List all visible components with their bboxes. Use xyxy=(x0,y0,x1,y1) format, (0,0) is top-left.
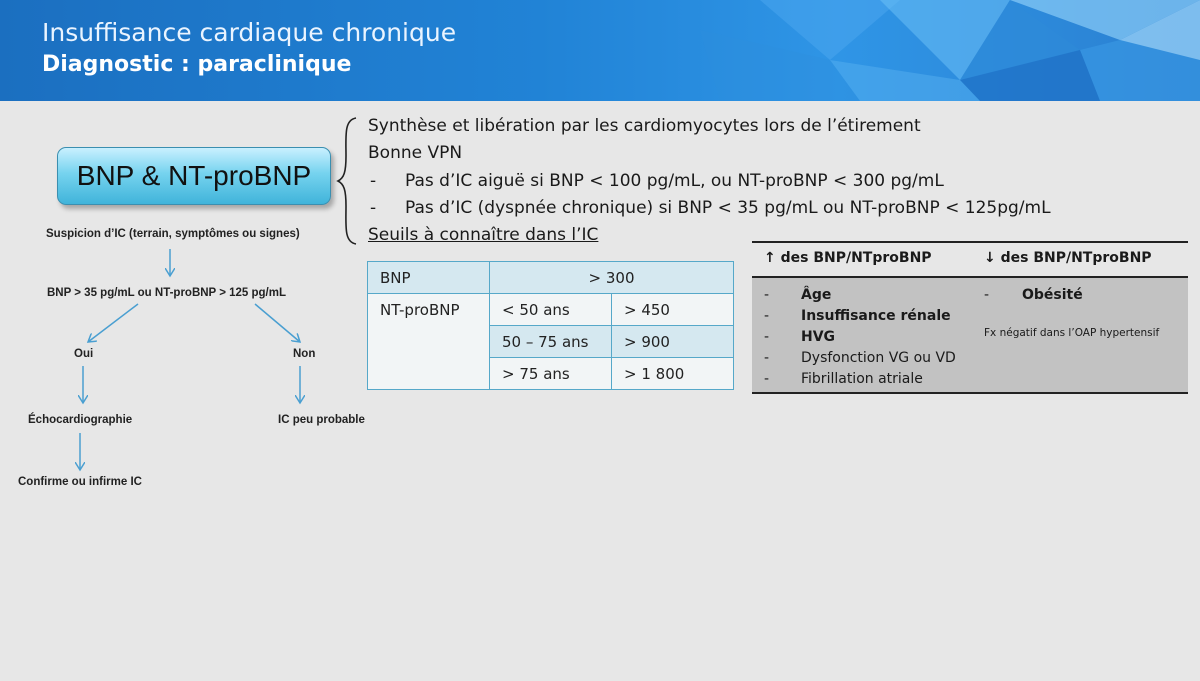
flow-final: Confirme ou infirme IC xyxy=(18,476,142,488)
age-cell: < 50 ans xyxy=(490,294,612,326)
list-marker: - xyxy=(764,329,770,345)
point-acute: Pas d’IC aiguë si BNP < 100 pg/mL, ou NT-proBNP < 300 pg/mL xyxy=(405,171,944,191)
thresholds-heading: Seuils à connaître dans l’IC xyxy=(368,225,599,245)
decrease-header: ↓ des BNP/NTproBNP xyxy=(984,250,1152,266)
list-marker: - xyxy=(764,350,770,366)
list-marker: - xyxy=(764,371,770,387)
list-marker: - xyxy=(764,287,770,303)
list-item: Dysfonction VG ou VD xyxy=(801,350,956,366)
factors-panel xyxy=(752,241,1188,394)
increase-header: ↑ des BNP/NTproBNP xyxy=(764,250,932,266)
list-marker: - xyxy=(984,287,990,303)
slide-subtitle: Diagnostic : paraclinique xyxy=(42,52,352,77)
list-item: HVG xyxy=(801,329,836,345)
flow-no: Non xyxy=(293,348,316,360)
bnp-label-cell: BNP xyxy=(368,262,490,294)
list-item: Obésité xyxy=(1022,287,1083,303)
value-cell: > 1 800 xyxy=(612,358,734,390)
flow-yes: Oui xyxy=(74,348,94,360)
arrow-criterion-to-yes xyxy=(88,304,138,342)
value-cell: > 900 xyxy=(612,326,734,358)
divider xyxy=(752,241,1188,243)
bullet-marker-1: - xyxy=(370,171,377,191)
point-synthesis: Synthèse et libération par les cardiomyocytes lors de l’étirement xyxy=(368,116,921,136)
divider xyxy=(752,276,1188,278)
point-vpn: Bonne VPN xyxy=(368,143,463,163)
flow-unlikely: IC peu probable xyxy=(278,414,365,426)
flow-start: Suspicion d’IC (terrain, symptômes ou signes) xyxy=(46,228,300,240)
flow-criterion: BNP > 35 pg/mL ou NT-proBNP > 125 pg/mL xyxy=(47,287,286,299)
table-row xyxy=(368,262,734,294)
bnp-pill-heading: BNP & NT-proBNP xyxy=(57,147,331,205)
decrease-note: Fx négatif dans l’OAP hypertensif xyxy=(984,327,1160,339)
age-cell: > 75 ans xyxy=(490,358,612,390)
list-marker: - xyxy=(764,308,770,324)
bullet-marker-2: - xyxy=(370,198,377,218)
curly-brace xyxy=(336,116,360,246)
value-cell: > 450 xyxy=(612,294,734,326)
list-item: Âge xyxy=(801,287,832,303)
divider xyxy=(752,392,1188,394)
ntprobnp-label-cell: NT-proBNP xyxy=(368,294,490,390)
point-chronic: Pas d’IC (dyspnée chronique) si BNP < 35 pg/mL ou NT-proBNP < 125pg/mL xyxy=(405,198,1051,218)
bnp-value-cell: > 300 xyxy=(490,262,734,294)
list-item: Fibrillation atriale xyxy=(801,371,923,387)
arrow-criterion-to-no xyxy=(255,304,300,342)
flow-echo: Échocardiographie xyxy=(28,414,133,426)
age-cell: 50 – 75 ans xyxy=(490,326,612,358)
thresholds-table xyxy=(367,261,734,390)
table-row xyxy=(368,294,734,326)
slide-title: Insuffisance cardiaque chronique xyxy=(42,18,457,47)
list-item: Insuffisance rénale xyxy=(801,308,951,324)
